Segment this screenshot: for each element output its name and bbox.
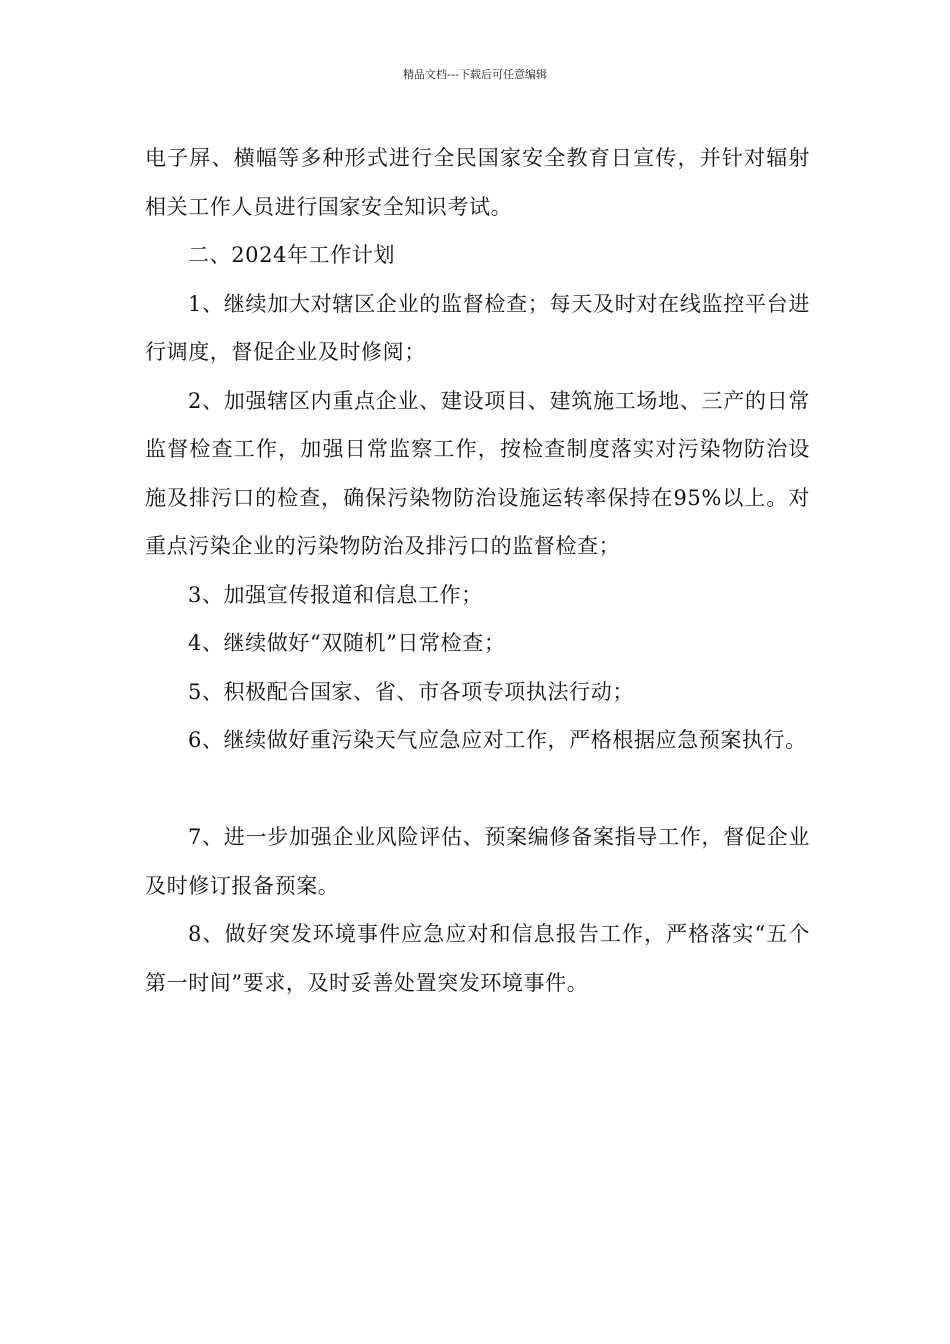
page-header: 精品文档---下载后可任意编辑 <box>403 68 547 81</box>
section-heading-2024-plan: 二、2024年工作计划 <box>188 243 396 267</box>
plan-item-7: 7、进一步加强企业风险评估、预案编修备案指导工作，督促企业及时修订报备预案。 <box>145 825 810 898</box>
plan-item-4: 4、继续做好“双随机”日常检查； <box>188 631 506 655</box>
plan-item-1: 1、继续加大对辖区企业的监督检查；每天及时对在线监控平台进行调度，督促企业及时修阅； <box>145 291 810 364</box>
plan-item-3: 3、加强宣传报道和信息工作； <box>188 582 483 607</box>
plan-item-5: 5、积极配合国家、省、市各项专项执法行动； <box>188 679 634 704</box>
paragraph-continuation: 电子屏、横幅等多种形式进行全民国家安全教育日宣传，并针对辐射相关工作人员进行国家安全知识考试。 <box>145 146 810 219</box>
blank-line <box>145 765 810 814</box>
plan-item-8: 8、做好突发环境事件应急应对和信息报告工作，严格落实“五个第一时间”要求，及时妥善处置突发环境事件。 <box>145 922 810 995</box>
plan-item-6: 6、继续做好重污染天气应急应对工作，严格根据应急预案执行。 <box>188 728 807 752</box>
plan-item-2: 2、加强辖区内重点企业、建设项目、建筑施工场地、三产的日常监督检查工作，加强日常监察工作，按检查制度落实对污染物防治设施及排污口的检查，确保污染物防治设施运转率保持在95%以上。对重点污染企业的污染物防治及排污口的监督检查； <box>145 388 810 558</box>
document-body <box>145 134 810 1007</box>
